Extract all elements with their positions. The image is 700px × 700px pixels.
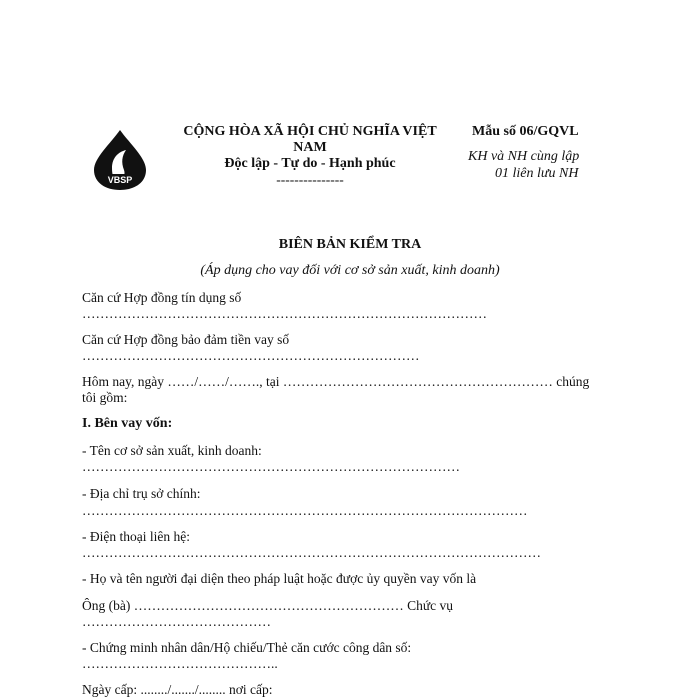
id-label: - Chứng minh nhân dân/Hộ chiếu/Thẻ căn cước công dân số: — [82, 640, 412, 655]
vbsp-logo — [88, 128, 152, 192]
logo-text: VBSP — [107, 175, 133, 185]
note-line1: KH và NH cùng lập — [468, 149, 580, 164]
section-borrower-heading: I. Bên vay vốn: — [82, 416, 173, 431]
org-line1: CỘNG HÒA XÃ HỘI CHỦ NGHĨA VIỆT — [183, 124, 437, 139]
id-dots: …………………………………….. — [82, 656, 278, 671]
phone-dots: ………………………………………………………………………………………… — [82, 545, 541, 560]
motto: Độc lập - Tự do - Hạnh phúc — [224, 156, 396, 171]
guarantee-contract-label: Căn cứ Hợp đồng bảo đảm tiền vay số — [82, 332, 290, 347]
document-title: BIÊN BẢN KIỂM TRA — [278, 237, 422, 252]
document-subtitle: (Áp dụng cho vay đối với cơ sở sản xuất, kinh doanh) — [200, 263, 500, 278]
today-line2: tôi gồm: — [82, 390, 128, 405]
issue-date-line: Ngày cấp: ......../......./........ nơi cấp: — [82, 682, 273, 697]
header-separator: --------------- — [276, 172, 344, 187]
representative-position-dots: …………………………………… — [82, 614, 271, 629]
address-label: - Địa chỉ trụ sở chính: — [82, 486, 201, 501]
address-dots: ……………………………………………………………………………………… — [82, 503, 528, 518]
business-name-dots: ………………………………………………………………………… — [82, 459, 460, 474]
note-line2: 01 liên lưu NH — [495, 166, 579, 181]
representative-label: - Họ và tên người đại diện theo pháp luật hoặc được ủy quyền vay vốn là — [82, 571, 477, 586]
org-line2: NAM — [293, 140, 327, 155]
credit-contract-dots: ……………………………………………………………………………… — [82, 306, 487, 321]
form-number: Mẫu số 06/GQVL — [472, 124, 579, 139]
phone-label: - Điện thoại liên hệ: — [82, 529, 190, 544]
guarantee-contract-dots: ………………………………………………………………… — [82, 348, 420, 363]
credit-contract-label: Căn cứ Hợp đồng tín dụng số — [82, 290, 242, 305]
representative-name-line: Ông (bà) …………………………………………………… Chức vụ — [82, 598, 454, 613]
today-line: Hôm nay, ngày ……/……/……., tại …………………………………………………… chúng — [82, 374, 590, 389]
business-name-label: - Tên cơ sở sản xuất, kinh doanh: — [82, 443, 262, 458]
